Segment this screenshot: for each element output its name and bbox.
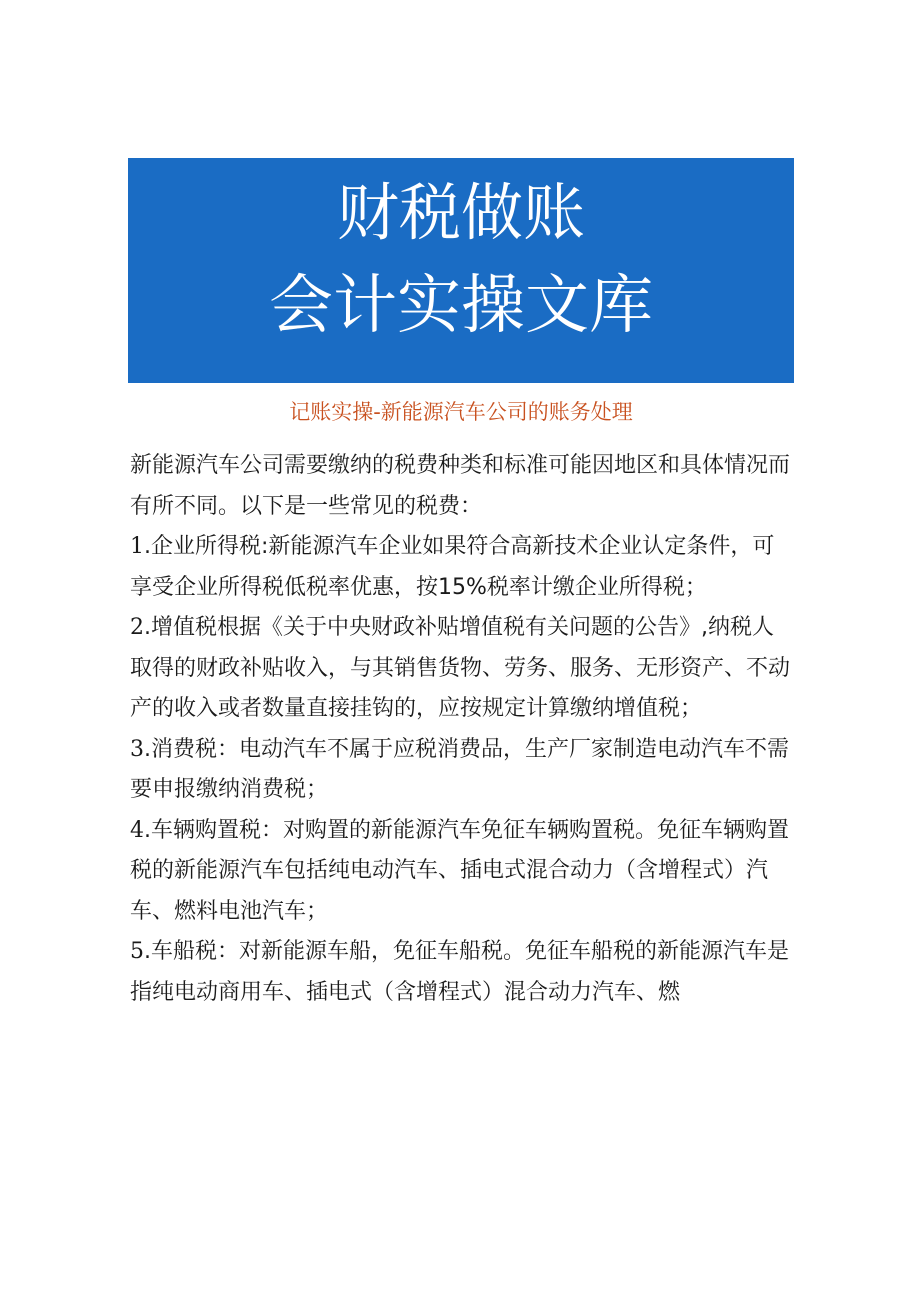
list-item-3 <box>130 730 795 811</box>
list-item-5 <box>130 932 795 1013</box>
banner-title-line2: 会计实操文库 <box>269 269 653 343</box>
list-number: 4 <box>130 817 144 843</box>
list-number: 3 <box>130 736 144 762</box>
list-item-2 <box>130 608 795 730</box>
document-body <box>130 446 795 1013</box>
list-item-1 <box>130 527 795 608</box>
list-number: 1 <box>130 534 144 559</box>
banner-title-line1: 财税做账 <box>336 176 585 249</box>
list-number: 2 <box>130 615 144 640</box>
list-item-text: .车船税：对新能源车船，免征车船税。免征车船税的新能源汽车是指纯电动商用车、插电式（含增程式）混合动力汽车、燃 <box>130 939 789 1005</box>
list-item-text: .车辆购置税：对购置的新能源汽车免征车辆购置税。免征车辆购置税的新能源汽车包括纯电动汽车、插电式混合动力（含增程式）汽车、燃料电池汽车； <box>130 817 789 924</box>
list-item-text: .增值税根据《关于中央财政补贴增值税有关问题的公告》,纳税人取得的财政补贴收入，与其销售货物、劳务、服务、无形资产、不动产的收入或者数量直接挂钩的，应按规定计算缴纳增值税； <box>130 615 791 721</box>
title-banner <box>128 158 794 383</box>
document-subtitle: 记账实操-新能源汽车公司的账务处理 <box>289 400 633 424</box>
list-item-4 <box>130 811 795 933</box>
intro-paragraph: 新能源汽车公司需要缴纳的税费种类和标准可能因地区和具体情况而有所不同。以下是一些常见的税费： <box>130 453 791 519</box>
list-item-text: .企业所得税:新能源汽车企业如果符合高新技术企业认定条件，可享受企业所得税低税率优惠，按15%税率计缴企业所得税； <box>130 534 775 600</box>
list-item-text: .消费税：电动汽车不属于应税消费品，生产厂家制造电动汽车不需要申报缴纳消费税； <box>130 736 789 802</box>
list-number: 5 <box>130 939 144 964</box>
